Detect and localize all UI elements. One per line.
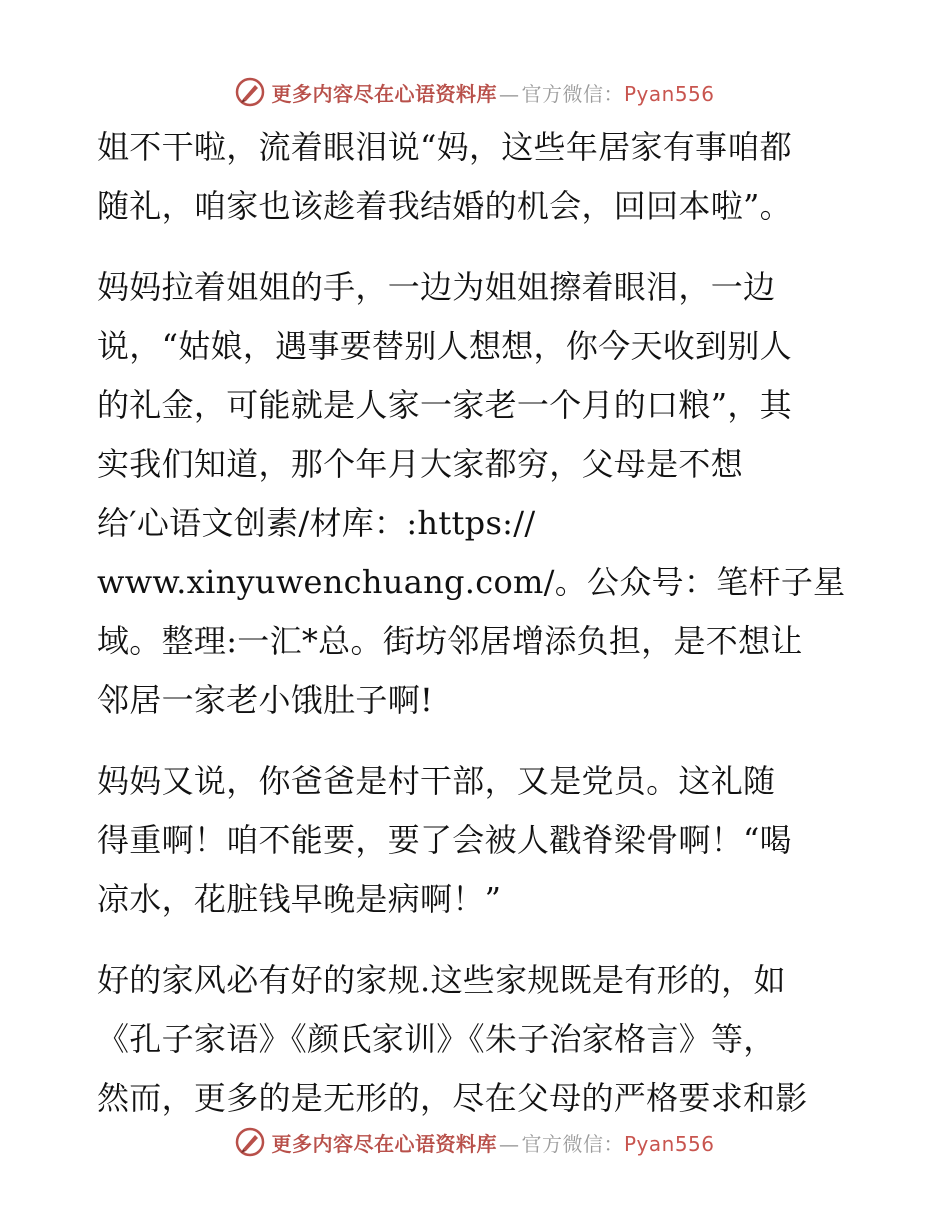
text-line: 说，“姑娘，遇事要替别人想想，你今天收到别人 — [97, 327, 792, 365]
watermark-header — [0, 72, 950, 112]
document-body — [97, 118, 857, 1150]
pen-logo-icon — [235, 1127, 265, 1157]
text-line: 邻居一家老小饿肚子啊! — [97, 681, 434, 719]
paragraph — [97, 951, 857, 1128]
pen-logo-icon — [235, 77, 265, 107]
text-line: 的礼金，可能就是人家一家老一个月的口粮”，其 — [97, 386, 792, 424]
text-line: 妈妈又说，你爸爸是村干部，又是党员。这礼随 — [97, 762, 776, 800]
paragraph — [97, 752, 857, 929]
paragraph — [97, 118, 857, 236]
text-line: 好的家风必有好的家规.这些家规既是有形的，如 — [97, 961, 786, 999]
text-line: 然而，更多的是无形的，尽在父母的严格要求和影 — [97, 1079, 808, 1117]
watermark-text: 更多内容尽在心语资料库 — 官方微信：Pyan556 — [271, 81, 715, 106]
text-line: 得重啊！咱不能要，要了会被人戳脊梁骨啊！“喝 — [97, 821, 792, 859]
text-line: 《孔子家语》《颜氏家训》《朱子治家格言》等， — [97, 1020, 776, 1058]
text-line: www.xinyuwenchuang.com/。公众号：笔杆子星 — [97, 563, 846, 601]
text-line: 随礼，咱家也该趁着我结婚的机会，回回本啦”。 — [97, 187, 792, 225]
text-line: 姐不干啦，流着眼泪说“妈，这些年居家有事咱都 — [97, 128, 792, 166]
watermark-footer — [0, 1122, 950, 1162]
paragraph — [97, 258, 857, 730]
watermark-text: 更多内容尽在心语资料库 — 官方微信：Pyan556 — [271, 1131, 715, 1156]
text-line: 妈妈拉着姐姐的手，一边为姐姐擦着眼泪，一边 — [97, 268, 776, 306]
text-line: 给′心语文创素/材库：:https:// — [97, 504, 536, 542]
text-line: 实我们知道，那个年月大家都穷，父母是不想 — [97, 445, 744, 483]
text-line: 凉水，花脏钱早晚是病啊！” — [97, 880, 502, 918]
text-line: 域。整理:一汇*总。街坊邻居增添负担，是不想让 — [97, 622, 803, 660]
